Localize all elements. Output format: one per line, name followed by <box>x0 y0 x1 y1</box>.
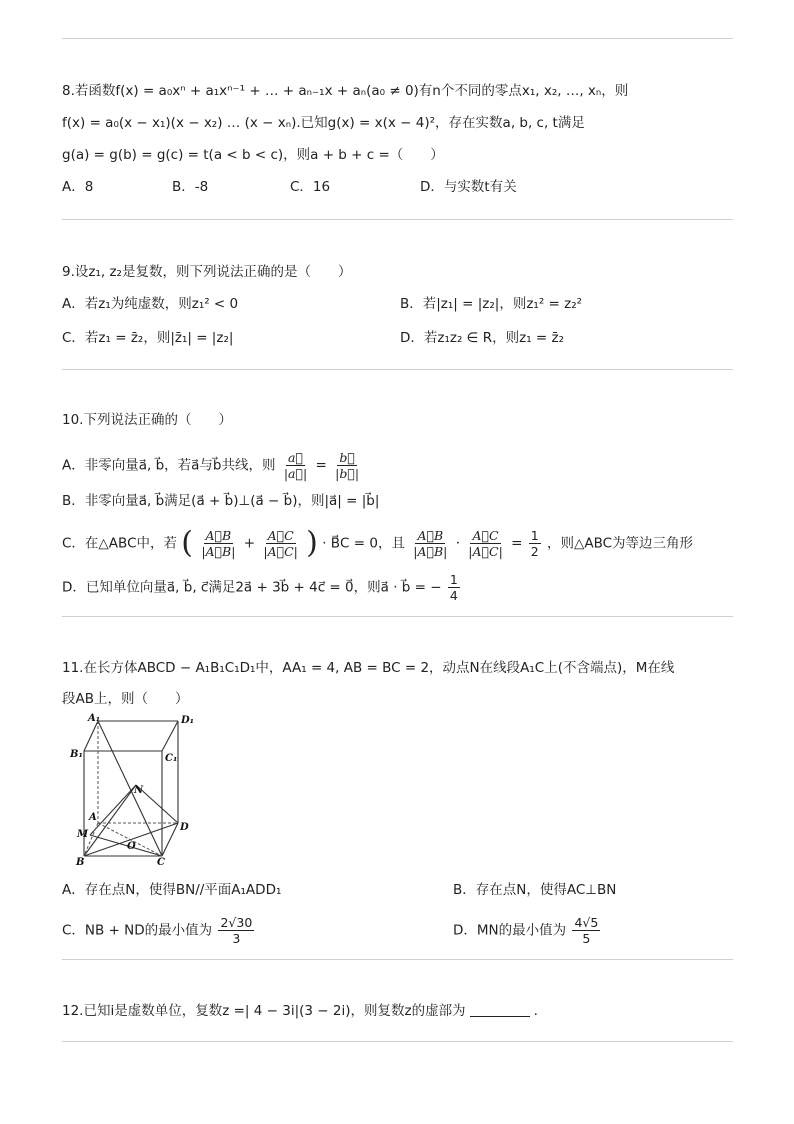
divider-q9-q10 <box>62 369 733 370</box>
frac-den: |A⃗B| <box>201 544 236 559</box>
label-d1: D₁ <box>181 715 195 726</box>
q9-option-c: C．若z₁ = z̄₂，则|z̄₁| = |z₂| <box>62 330 234 346</box>
q8-option-d: D．与实数t有关 <box>420 179 517 195</box>
q10-a-frac-a <box>282 450 309 481</box>
q10-c-frac-ab <box>199 528 237 559</box>
q11-c-text: C．NB + ND的最小值为 <box>62 922 213 939</box>
q11-d-frac <box>572 915 600 946</box>
q10-c-text-mid: · B⃗C = 0，且 <box>322 535 405 552</box>
q9-stem: 9.设z₁, z₂是复数，则下列说法正确的是（ ） <box>62 264 352 280</box>
q10-stem: 10.下列说法正确的（ ） <box>62 412 232 428</box>
q11-line-2: 段AB上，则（ ） <box>62 691 189 707</box>
frac-den: 3 <box>232 931 241 946</box>
frac-den: 5 <box>582 931 591 946</box>
q10-option-b: B．非零向量a⃗, b⃗满足(a⃗ + b⃗)⊥(a⃗ − b⃗)，则|a⃗| = |b⃗| <box>62 493 380 509</box>
equals-sign: = <box>315 457 332 474</box>
q11-option-c <box>62 915 256 946</box>
q10-d-frac-quarter <box>448 572 460 603</box>
q10-c-frac-ac-2 <box>466 528 505 559</box>
divider-q8-q9 <box>62 219 733 220</box>
q8-line-2: f(x) = a₀(x − x₁)(x − x₂) … (x − xₙ).已知g(x) = x(x − 4)²，存在实数a, b, c, t满足 <box>62 115 585 131</box>
frac-num: b⃗ <box>339 450 355 465</box>
frac-den: |A⃗C| <box>263 544 298 559</box>
left-paren: ( <box>181 525 194 561</box>
q11-option-b: B．存在点N，使得AC⊥BN <box>453 882 617 898</box>
q10-c-frac-half <box>529 528 541 559</box>
plus-sign: + <box>243 535 256 552</box>
q8-option-c: C．16 <box>290 179 331 195</box>
label-o: O <box>127 841 136 852</box>
q11-d-text: D．MN的最小值为 <box>453 922 567 939</box>
q10-c-frac-ab-2 <box>411 528 449 559</box>
q11-option-d <box>453 915 602 946</box>
q10-c-text-post: ，则△ABC为等边三角形 <box>546 535 694 552</box>
frac-den: |b⃗| <box>335 466 360 481</box>
frac-den: |A⃗C| <box>468 544 503 559</box>
q10-c-text-pre: C．在△ABC中，若 <box>62 535 177 552</box>
q12-period: . <box>533 1003 538 1019</box>
label-d: D <box>180 822 189 833</box>
frac-num: 1 <box>449 572 458 587</box>
divider-top <box>62 38 733 39</box>
q11-option-a: A．存在点N，使得BN//平面A₁ADD₁ <box>62 882 282 898</box>
q8-option-b: B．-8 <box>172 179 209 195</box>
label-b1: B₁ <box>70 749 83 760</box>
label-b: B <box>76 857 85 868</box>
q11-c-frac <box>218 915 254 946</box>
q9-option-b: B．若|z₁| = |z₂|，则z₁² = z₂² <box>400 296 583 312</box>
divider-q10-q11 <box>62 616 733 617</box>
q10-option-d <box>62 572 462 603</box>
frac-num: A⃗B <box>417 528 444 543</box>
q9-option-a: A．若z₁为纯虚数，则z₁² < 0 <box>62 296 239 312</box>
divider-bottom <box>62 1041 733 1042</box>
answer-blank[interactable] <box>470 1016 530 1017</box>
q11-cuboid-figure <box>70 713 200 868</box>
frac-num: 1 <box>530 528 539 543</box>
q8-line-3: g(a) = g(b) = g(c) = t(a < b < c)，则a + b + c =（ ） <box>62 147 444 163</box>
label-a: A <box>89 812 97 823</box>
frac-den: |a⃗| <box>283 466 308 481</box>
label-n: N <box>134 785 144 796</box>
right-paren: ) <box>306 525 318 561</box>
label-a1: A₁ <box>88 713 101 724</box>
q10-option-a <box>62 450 363 481</box>
frac-num: 4√5 <box>574 915 599 930</box>
label-c: C <box>157 857 165 868</box>
q12-stem <box>62 1001 538 1021</box>
frac-num: A⃗C <box>267 528 294 543</box>
q8-line-1: 8.若函数f(x) = a₀xⁿ + a₁xⁿ⁻¹ + … + aₙ₋₁x + aₙ(a₀ ≠ 0)有n个不同的零点x₁, x₂, …, xₙ，则 <box>62 83 629 99</box>
q12-text: 12.已知i是虚数单位，复数z =| 4 − 3i|(3 − 2i)，则复数z的虚部为 <box>62 1003 466 1019</box>
q10-option-c <box>62 525 694 561</box>
q10-c-frac-ac <box>261 528 300 559</box>
dot-sign: · <box>455 535 460 552</box>
label-m: M <box>77 829 89 840</box>
q8-option-a: A．8 <box>62 179 94 195</box>
frac-num: 2√30 <box>220 915 253 930</box>
label-c1: C₁ <box>165 753 178 764</box>
frac-num: a⃗ <box>288 450 303 465</box>
frac-den: 4 <box>449 588 458 603</box>
frac-den: 2 <box>530 544 539 559</box>
q10-a-frac-b <box>333 450 361 481</box>
frac-num: A⃗B <box>205 528 232 543</box>
divider-q11-q12 <box>62 959 733 960</box>
q10-a-text: A．非零向量a⃗, b⃗，若a⃗与b⃗共线，则 <box>62 457 276 474</box>
q11-line-1: 11.在长方体ABCD − A₁B₁C₁D₁中，AA₁ = 4, AB = BC = 2，动点N在线段A₁C上(不含端点)，M在线 <box>62 660 675 676</box>
q9-option-d: D．若z₁z₂ ∈ R，则z₁ = z̄₂ <box>400 330 565 346</box>
equals-sign: = <box>511 535 527 552</box>
frac-num: A⃗C <box>472 528 499 543</box>
frac-den: |A⃗B| <box>413 544 448 559</box>
q10-d-text: D．已知单位向量a⃗, b⃗, c⃗满足2a⃗ + 3b⃗ + 4c⃗ = 0⃗，则a⃗ · b⃗ = − <box>62 579 442 596</box>
